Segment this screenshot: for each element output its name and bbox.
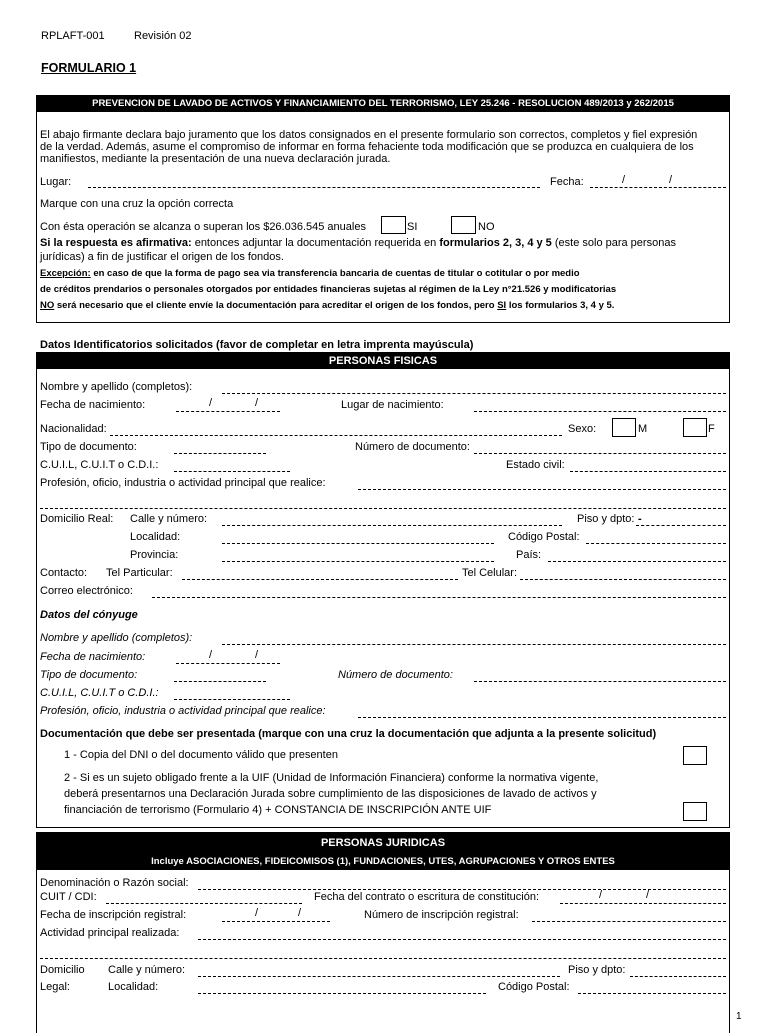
fecha-contrato-label: Fecha del contrato o escritura de constitución: — [314, 891, 540, 903]
cuil-field[interactable] — [174, 471, 290, 472]
fecha-separator: / — [255, 397, 259, 409]
no-word: NO — [40, 300, 55, 311]
excepcion-line3 — [40, 300, 614, 312]
tipo-documento-field[interactable] — [174, 453, 266, 454]
fecha-separator: / — [209, 397, 213, 409]
document-code: RPLAFT-001 — [41, 30, 105, 42]
tel-celular-field[interactable] — [520, 579, 726, 580]
pj-piso-field[interactable] — [630, 976, 726, 977]
threshold-question: Con ésta operación se alcanza o superan los $26.036.545 anuales — [40, 221, 366, 233]
fecha-field[interactable] — [590, 187, 726, 188]
tel-particular-label: Tel Particular: — [106, 567, 173, 579]
fecha-separator: / — [669, 174, 673, 186]
declaration-text-line3: manifiestos, mediante la presentación de una nueva declaración jurada. — [40, 153, 391, 165]
conyuge-fecha-nacimiento-field[interactable] — [176, 663, 280, 664]
threshold-no-checkbox[interactable] — [451, 216, 476, 234]
domicilio-label: Domicilio — [40, 964, 85, 976]
piso-label: Piso y dpto: — [577, 513, 635, 525]
fecha-separator: / — [599, 889, 603, 901]
contacto-label: Contacto: — [40, 567, 88, 579]
fecha-separator: / — [209, 649, 213, 661]
conyuge-numero-documento-label: Número de documento: — [338, 669, 453, 681]
numero-documento-label: Número de documento: — [355, 441, 470, 453]
pj-calle-label: Calle y número: — [108, 964, 186, 976]
afirmativa-label: Si la respuesta es afirmativa: — [40, 237, 192, 249]
numero-inscripcion-field[interactable] — [532, 921, 726, 922]
estado-civil-field[interactable] — [570, 471, 726, 472]
documentacion-item-2-line1: 2 - Si es un sujeto obligado frente a la UIF (Unidad de Información Financiera) conforme la normativa vigente, — [64, 772, 599, 784]
pais-label: País: — [516, 549, 542, 561]
provincia-field[interactable] — [222, 561, 494, 562]
numero-documento-field[interactable] — [474, 453, 726, 454]
localidad-field[interactable] — [222, 543, 494, 544]
profesion-continuation-line[interactable] — [40, 508, 726, 509]
actividad-continuation-line[interactable] — [40, 958, 726, 959]
fecha-separator: / — [298, 907, 302, 919]
fecha-label: Fecha: — [550, 176, 584, 188]
excepcion-label: Excepción: — [40, 268, 91, 279]
profesion-field[interactable] — [358, 489, 726, 490]
correo-label: Correo electrónico: — [40, 585, 133, 597]
sexo-label: Sexo: — [568, 423, 597, 435]
actividad-label: Actividad principal realizada: — [40, 927, 180, 939]
personas-juridicas-title: PERSONAS JURIDICAS — [320, 837, 446, 849]
conyuge-tipo-documento-label: Tipo de documento: — [40, 669, 138, 681]
conyuge-cuil-label: C.U.I.L, C.U.I.T o C.D.I.: — [40, 687, 159, 699]
documentacion-1-checkbox[interactable] — [683, 746, 707, 765]
actividad-field[interactable] — [198, 939, 726, 940]
conyuge-cuil-field[interactable] — [174, 699, 290, 700]
excepcion-line2: de créditos prendarios o personales otorgados por entidades financieras sujetas al régimen de la Ley n°21.526 y modificatorias — [40, 284, 617, 295]
declaration-text-line2: de la verdad. Además, asume el compromiso de informar en forma fehaciente toda modificación que se produzca en cualquiera de los — [40, 141, 694, 153]
afirmativa-text: entonces adjuntar la documentación requerida en — [191, 237, 440, 249]
numero-inscripcion-label: Número de inscripción registral: — [364, 909, 519, 921]
excepcion-text3a: será necesario que el cliente envíe la documentación para acreditar el origen de los fondos, pero — [54, 300, 498, 311]
documentacion-item-2-line2: deberá presentarnos una Declaración Jurada sobre cumplimiento de las disposiciones de lavado de activos y — [64, 788, 597, 800]
fecha-inscripcion-field[interactable] — [222, 921, 330, 922]
denominacion-label: Denominación o Razón social: — [40, 877, 189, 889]
piso-dash: - — [638, 513, 642, 525]
documentacion-item-1: 1 - Copia del DNI o del documento válido que presenten — [64, 749, 338, 761]
pj-localidad-label: Localidad: — [108, 981, 159, 993]
documentacion-item-2-line3: financiación de terrorismo (Formulario 4) + CONSTANCIA DE INSCRIPCIÓN ANTE UIF — [64, 804, 492, 816]
fecha-inscripcion-label: Fecha de inscripción registral: — [40, 909, 187, 921]
fecha-separator: / — [255, 649, 259, 661]
cuil-label: C.U.I.L, C.U.I.T o C.D.I.: — [40, 459, 159, 471]
excepcion-line1 — [40, 268, 580, 280]
afirmativa-line1 — [40, 237, 676, 250]
legal-label: Legal: — [40, 981, 70, 993]
sexo-m-label: M — [638, 423, 648, 435]
nombre-field[interactable] — [222, 393, 726, 394]
documentacion-2-checkbox[interactable] — [683, 802, 707, 821]
excepcion-text3b: los formularios 3, 4 y 5. — [506, 300, 615, 311]
localidad-label: Localidad: — [130, 531, 181, 543]
threshold-si-checkbox[interactable] — [381, 216, 406, 234]
calle-field[interactable] — [222, 525, 562, 526]
estado-civil-label: Estado civil: — [506, 459, 565, 471]
tel-particular-field[interactable] — [182, 579, 458, 580]
conyuge-nombre-field[interactable] — [222, 644, 726, 645]
calle-label: Calle y número: — [130, 513, 208, 525]
lugar-label: Lugar: — [40, 176, 72, 188]
lugar-nacimiento-label: Lugar de nacimiento: — [341, 399, 444, 411]
personas-juridicas-subtitle: Incluye ASOCIACIONES, FIDEICOMISOS (1), FUNDACIONES, UTES, AGRUPACIONES Y OTROS ENTES — [151, 856, 615, 867]
si-label: SI — [407, 221, 418, 233]
fecha-nacimiento-label: Fecha de nacimiento: — [40, 399, 146, 411]
conyuge-numero-documento-field[interactable] — [474, 681, 726, 682]
sexo-m-checkbox[interactable] — [612, 418, 636, 437]
afirmativa-line2: jurídicas) a fin de justificar el origen de los fondos. — [40, 251, 284, 263]
page-number: 1 — [736, 1011, 742, 1022]
sexo-f-checkbox[interactable] — [683, 418, 707, 437]
declaration-text-line1: El abajo firmante declara bajo juramento que los datos consignados en el presente formulario son correctos, completos y fiel expresión — [40, 129, 698, 141]
nacionalidad-label: Nacionalidad: — [40, 423, 107, 435]
no-label: NO — [478, 221, 495, 233]
conyuge-tipo-documento-field[interactable] — [174, 681, 266, 682]
profesion-label: Profesión, oficio, industria o actividad principal que realice: — [40, 477, 326, 489]
cuit-field[interactable] — [106, 903, 302, 904]
sexo-f-label: F — [708, 423, 715, 435]
conyuge-nombre-label: Nombre y apellido (completos): — [40, 632, 193, 644]
nacionalidad-field[interactable] — [110, 435, 562, 436]
fecha-separator: / — [646, 889, 650, 901]
form-title: FORMULARIO 1 — [41, 61, 137, 75]
fecha-separator: / — [255, 907, 259, 919]
tel-celular-label: Tel Celular: — [462, 567, 518, 579]
documentacion-title: Documentación que debe ser presentada (marque con una cruz la documentación que adjunta a la presente solicitud) — [40, 728, 657, 740]
datos-title: Datos Identificatorios solicitados (favor de completar en letra imprenta mayúscula) — [40, 339, 474, 351]
lugar-field[interactable] — [88, 187, 540, 188]
afirmativa-forms: formularios 2, 3, 4 y 5 — [439, 237, 552, 249]
piso-field[interactable] — [636, 525, 726, 526]
conyuge-title: Datos del cónyuge — [40, 609, 138, 621]
domicilio-real-label: Domicilio Real: — [40, 513, 114, 525]
lugar-nacimiento-field[interactable] — [474, 411, 726, 412]
conyuge-profesion-label: Profesión, oficio, industria o actividad principal que realice: — [40, 705, 326, 717]
conyuge-profesion-field[interactable] — [358, 717, 726, 718]
tipo-documento-label: Tipo de documento: — [40, 441, 137, 453]
excepcion-text: en caso de que la forma de pago sea via transferencia bancaria de cuentas de titular o cotitular o por medio — [90, 268, 580, 279]
codigo-postal-label: Código Postal: — [508, 531, 580, 543]
pj-codigo-postal-field[interactable] — [578, 993, 726, 994]
nombre-label: Nombre y apellido (completos): — [40, 381, 193, 393]
provincia-label: Provincia: — [130, 549, 179, 561]
pj-piso-label: Piso y dpto: — [568, 964, 626, 976]
marque-instruction: Marque con una cruz la opción correcta — [40, 198, 234, 210]
declaration-header: PREVENCION DE LAVADO DE ACTIVOS Y FINANCIAMIENTO DEL TERRORISMO, LEY 25.246 - RESOLUCION 489/2013 y 262/2015 — [37, 96, 729, 112]
fecha-contrato-field[interactable] — [560, 903, 726, 904]
correo-field[interactable] — [152, 597, 726, 598]
fecha-separator: / — [622, 174, 626, 186]
conyuge-fecha-nacimiento-label: Fecha de nacimiento: — [40, 651, 146, 663]
pais-field[interactable] — [548, 561, 726, 562]
personas-fisicas-header: PERSONAS FISICAS — [37, 353, 729, 369]
pj-codigo-postal-label: Código Postal: — [498, 981, 570, 993]
personas-juridicas-header — [37, 833, 729, 870]
cuit-label: CUIT / CDI: — [40, 891, 97, 903]
pj-localidad-field[interactable] — [198, 993, 486, 994]
pj-calle-field[interactable] — [198, 976, 560, 977]
afirmativa-text2: (este solo para personas — [551, 237, 676, 249]
si-word: SI — [497, 300, 507, 311]
codigo-postal-field[interactable] — [586, 543, 726, 544]
fecha-nacimiento-field[interactable] — [176, 411, 280, 412]
document-revision: Revisión 02 — [134, 30, 192, 42]
